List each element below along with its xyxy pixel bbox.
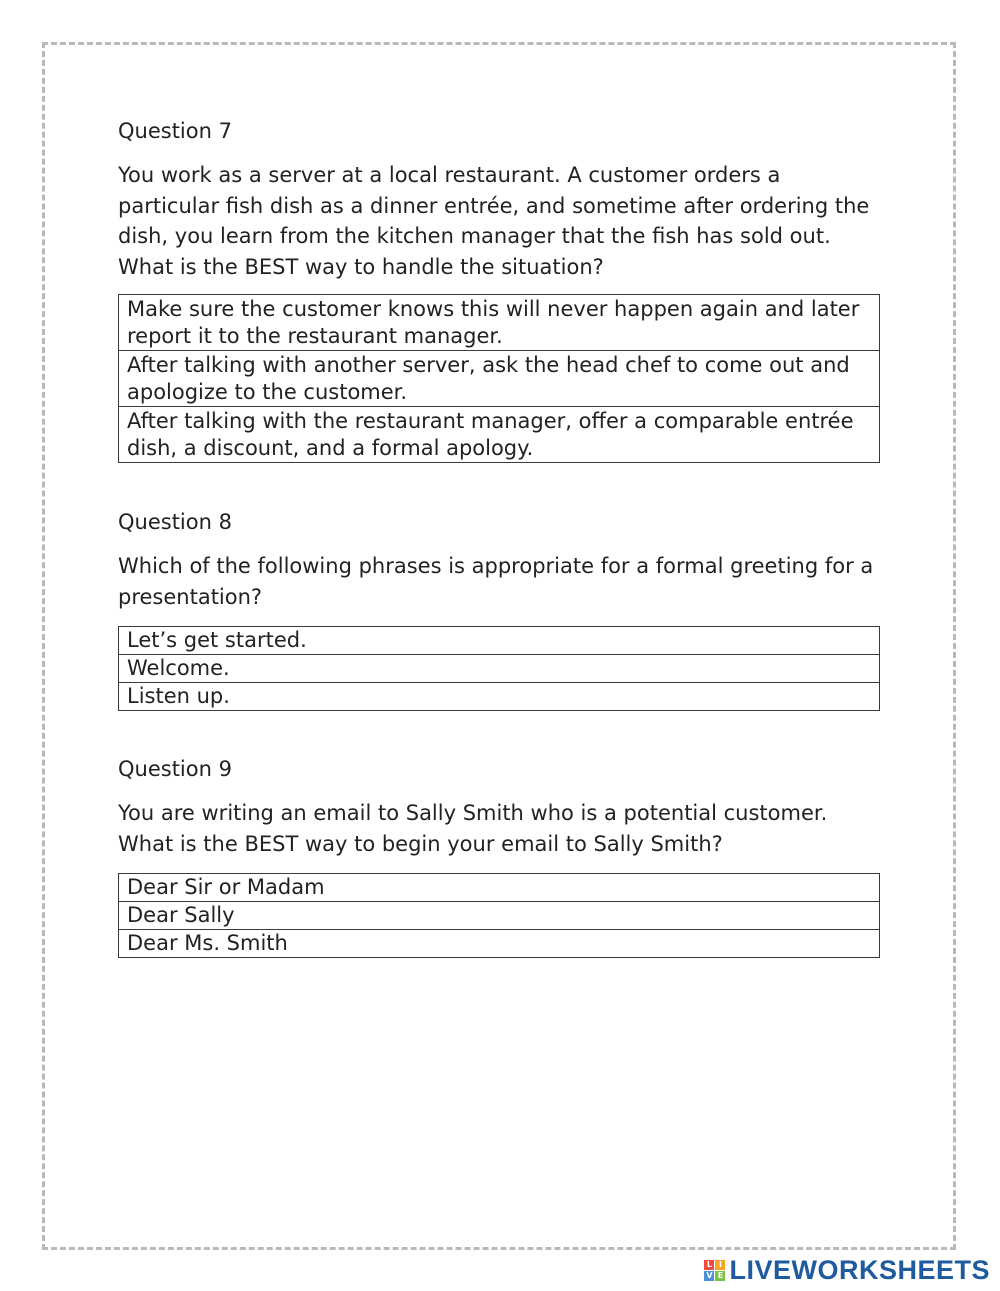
question-8-text: Which of the following phrases is appropriate for a formal greeting for a presentation? [118, 554, 874, 609]
option-text[interactable]: Listen up. [119, 683, 880, 711]
option-text[interactable]: After talking with another server, ask the head chef to come out and apologize to the customer. [119, 351, 880, 407]
option-row[interactable] [119, 902, 880, 930]
option-row[interactable] [119, 683, 880, 711]
question-7-options [118, 294, 880, 463]
question-7-text: You work as a server at a local restaurant. A customer orders a particular fish dish as a dinner entrée, and sometime after ordering the dish, you learn from the kitchen manager that the fish has sold out. What is the BEST way to handle the situation? [118, 163, 870, 279]
option-text[interactable]: Make sure the customer knows this will never happen again and later report it to the restaurant manager. [119, 295, 880, 351]
option-text[interactable]: Dear Sir or Madam [119, 874, 880, 902]
option-text[interactable]: Dear Sally [119, 902, 880, 930]
brand-text: LIVEWORKSHEETS [729, 1255, 990, 1285]
question-9-title: Question 9 [118, 757, 232, 781]
option-text[interactable]: Dear Ms. Smith [119, 930, 880, 958]
option-text[interactable]: After talking with the restaurant manager, offer a comparable entrée dish, a discount, and a formal apology. [119, 407, 880, 463]
question-9-text: You are writing an email to Sally Smith who is a potential customer. What is the BEST way to begin your email to Sally Smith? [118, 801, 828, 856]
option-row[interactable] [119, 627, 880, 655]
logo-letter: E [715, 1271, 725, 1281]
logo-letter: L [704, 1260, 714, 1270]
question-8-title: Question 8 [118, 510, 232, 534]
option-row[interactable] [119, 930, 880, 958]
liveworksheets-logo-icon [704, 1260, 725, 1281]
logo-letter: I [715, 1260, 725, 1270]
question-9-options [118, 873, 880, 958]
option-text[interactable]: Let’s get started. [119, 627, 880, 655]
option-row[interactable] [119, 295, 880, 351]
option-row[interactable] [119, 351, 880, 407]
question-8-options [118, 626, 880, 711]
question-7-title: Question 7 [118, 119, 232, 143]
logo-letter: V [706, 1271, 713, 1280]
option-row[interactable] [119, 874, 880, 902]
option-row[interactable] [119, 407, 880, 463]
liveworksheets-brand [704, 1255, 990, 1286]
option-row[interactable] [119, 655, 880, 683]
option-text[interactable]: Welcome. [119, 655, 880, 683]
